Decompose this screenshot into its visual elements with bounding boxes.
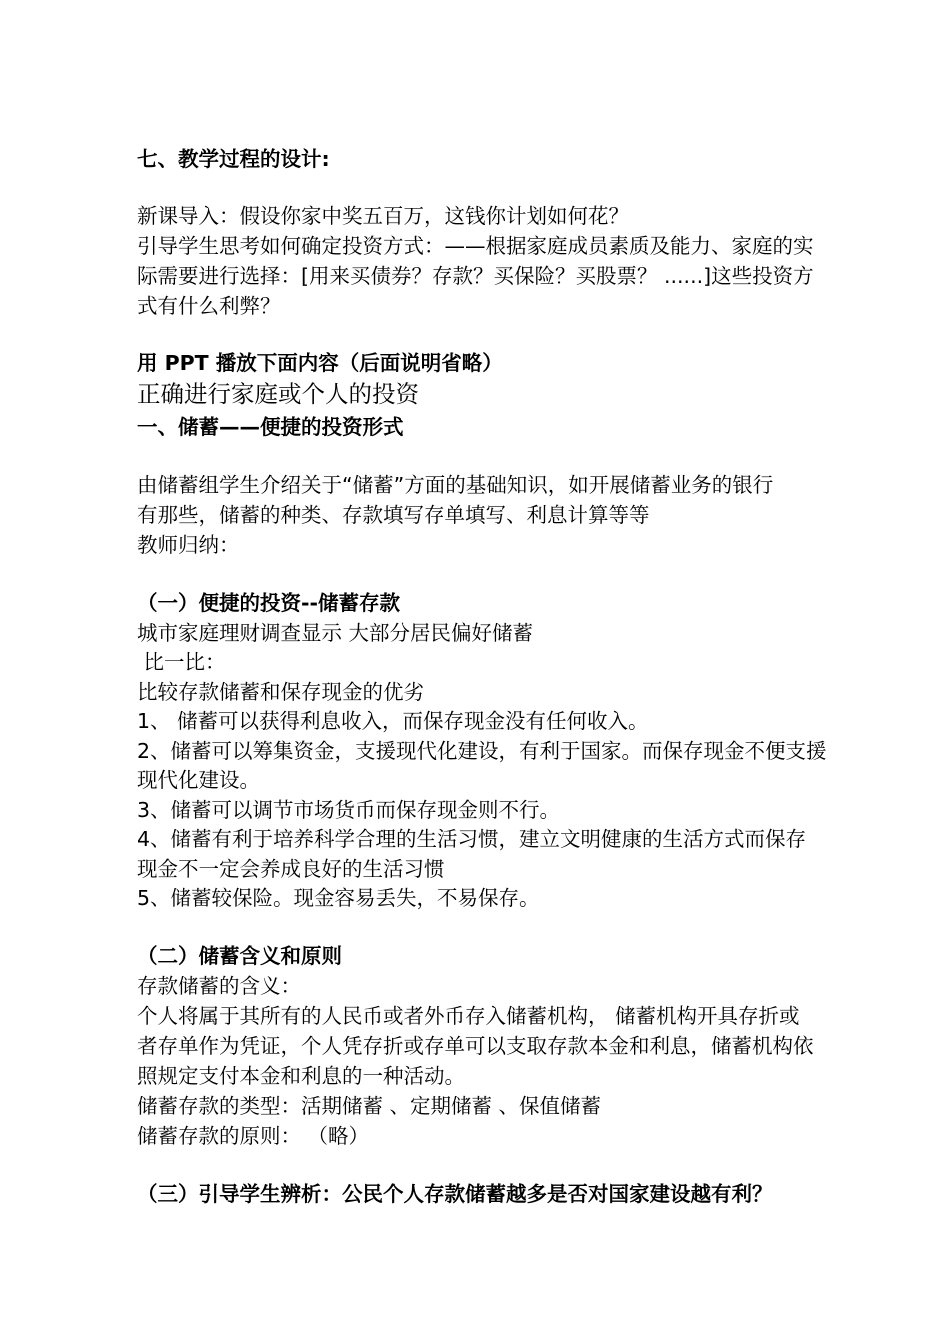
survey-line: 城市家庭理财调查显示 大部分居民偏好储蓄 <box>137 621 534 645</box>
intro-line: 引导学生思考如何确定投资方式：——根据家庭成员素质及能力、家庭的实 <box>137 234 814 258</box>
compare-point-continued: 现代化建设。 <box>137 768 260 792</box>
compare-point: 5、储蓄较保险。现金容易丢失，不易保存。 <box>137 886 540 910</box>
intro-line: 式有什么利弊？ <box>137 294 281 318</box>
teacher-summary-label: 教师归纳： <box>137 533 240 557</box>
compare-point: 1、 储蓄可以获得利息收入，而保存现金没有任何收入。 <box>137 709 649 733</box>
compare-point: 2、储蓄可以筹集资金，支援现代化建设，有利于国家。而保存现金不便支援 <box>137 739 827 763</box>
student-intro-line: 由储蓄组学生介绍关于“储蓄”方面的基础知识，如开展储蓄业务的银行 <box>137 473 774 497</box>
savings-principles: 储蓄存款的原则： （略） <box>137 1124 370 1148</box>
savings-types: 储蓄存款的类型：活期储蓄 、定期储蓄 、保值储蓄 <box>137 1094 602 1118</box>
part-one-heading: 一、储蓄——便捷的投资形式 <box>137 415 404 439</box>
intro-line: 际需要进行选择：[用来买债券？存款？买保险？买股票？ ......]这些投资方 <box>137 264 814 288</box>
meaning-line: 者存单作为凭证，个人凭存折或存单可以支取存款本金和利息，储蓄机构依 <box>137 1034 814 1058</box>
intro-line: 新课导入：假设你家中奖五百万，这钱你计划如何花？ <box>137 204 629 228</box>
sub-two-heading: （二）储蓄含义和原则 <box>137 944 342 968</box>
sub-three-heading: （三）引导学生辨析：公民个人存款储蓄越多是否对国家建设越有利？ <box>137 1182 773 1206</box>
compare-point-continued: 现金不一定会养成良好的生活习惯 <box>137 857 445 881</box>
meaning-line: 照规定支付本金和利息的一种活动。 <box>137 1064 465 1088</box>
compare-point: 3、储蓄可以调节市场货币而保存现金则不行。 <box>137 798 561 822</box>
meaning-line: 个人将属于其所有的人民币或者外币存入储蓄机构， 储蓄机构开具存折或 <box>137 1004 800 1028</box>
main-title: 正确进行家庭或个人的投资 <box>137 380 419 408</box>
compare-point: 4、储蓄有利于培养科学合理的生活习惯，建立文明健康的生活方式而保存 <box>137 827 807 851</box>
ppt-note: 用 PPT 播放下面内容（后面说明省略） <box>137 351 503 375</box>
compare-label: 比一比： <box>137 650 226 674</box>
student-intro-line: 有那些，储蓄的种类、存款填写存单填写、利息计算等等 <box>137 503 650 527</box>
compare-title: 比较存款储蓄和保存现金的优劣 <box>137 680 424 704</box>
sub-one-heading: （一）便捷的投资--储蓄存款 <box>137 591 401 615</box>
meaning-label: 存款储蓄的含义： <box>137 974 301 998</box>
section-heading: 七、教学过程的设计: <box>137 147 330 171</box>
